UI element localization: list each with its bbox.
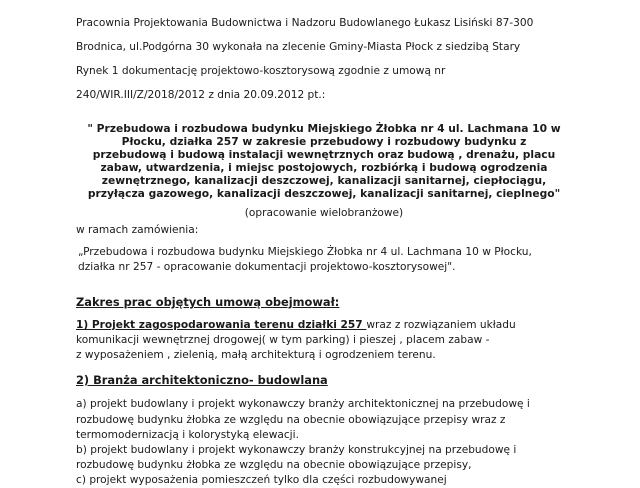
title-note: (opracowanie wielobranżowe) (244, 207, 404, 219)
section1-line-2: komunikacji wewnętrznej drogowej( w tym parking) i pieszej , placem zabaw - (76, 334, 490, 346)
intro-line-3: Rynek 1 dokumentację projektowo-kosztorysową zgodnie z umową nr (76, 65, 446, 77)
title-line-2: Płocku, działka 257 w zakresie przebudowy i rozbudowy budynku z (121, 135, 527, 148)
title-line-4: zabaw, utwardzenia, i miejsc postojowych, rozbiórką i budową ogrodzenia (100, 161, 548, 174)
intro-line-1: Pracownia Projektowania Budownictwa i Nadzoru Budowlanego Łukasz Lisiński 87-300 (76, 17, 534, 29)
section2-line-2: rozbudowę budynku żłobka ze względu na obecnie obowiązujące przepisy wraz z (76, 414, 506, 426)
section1-title: 1) Projekt zagospodarowania terenu działki 257 (76, 319, 367, 331)
section2-line-1: a) projekt budowlany i projekt wykonawczy branży architektonicznej na przebudowę i (76, 398, 530, 410)
title-line-1: " Przebudowa i rozbudowa budynku Miejskiego Żłobka nr 4 ul. Lachmana 10 w (87, 122, 561, 135)
section2-line-3: termomodernizacją i kolorystyką elewacji. (76, 429, 299, 441)
title-line-5: zewnętrznego, kanalizacji deszczowej, kanalizacji sanitarnej, ciepłociągu, (101, 174, 547, 187)
order-intro: w ramach zamówienia: (76, 224, 199, 236)
order-line-1: „Przebudowa i rozbudowa budynku Miejskiego Żłobka nr 4 ul. Lachmana 10 w Płocku, (78, 246, 532, 258)
section2-line-5: rozbudowę budynku żłobka ze względu na obecnie obowiązujące przepisy, (76, 459, 472, 471)
title-line-6: przyłącza gazowego, kanalizacji deszczowej, kanalizacji sanitarnej, cieplnego" (87, 187, 561, 200)
title-line-3: przebudową i budową instalacji wewnętrznych oraz budową , drenażu, placu (92, 148, 556, 161)
section1-line-3: z wyposażeniem , zielenią, małą architekturą i ogrodzeniem terenu. (76, 349, 436, 361)
section1-line1-rest: wraz z rozwiązaniem układu (366, 319, 516, 331)
intro-line-2: Brodnica, ul.Podgórna 30 wykonała na zlecenie Gminy-Miasta Płock z siedzibą Stary (76, 41, 521, 53)
section1-line-1 (76, 318, 576, 333)
section2-line-6: c) projekt wyposażenia pomieszczeń tylko dla części rozbudowywanej (76, 474, 447, 486)
intro-line-4: 240/WIR.III/Z/2018/2012 z dnia 20.09.2012 pt.: (76, 89, 326, 101)
order-line-2: działka nr 257 - opracowanie dokumentacji projektowo-kosztorysowej". (78, 261, 456, 273)
section2-title: 2) Branża architektoniczno- budowlana (76, 373, 328, 387)
section2-line-4: b) projekt budowlany i projekt wykonawczy branży konstrukcyjnej na przebudowę i (76, 444, 517, 456)
scope-heading: Zakres prac objętych umową obejmował: (76, 295, 340, 309)
